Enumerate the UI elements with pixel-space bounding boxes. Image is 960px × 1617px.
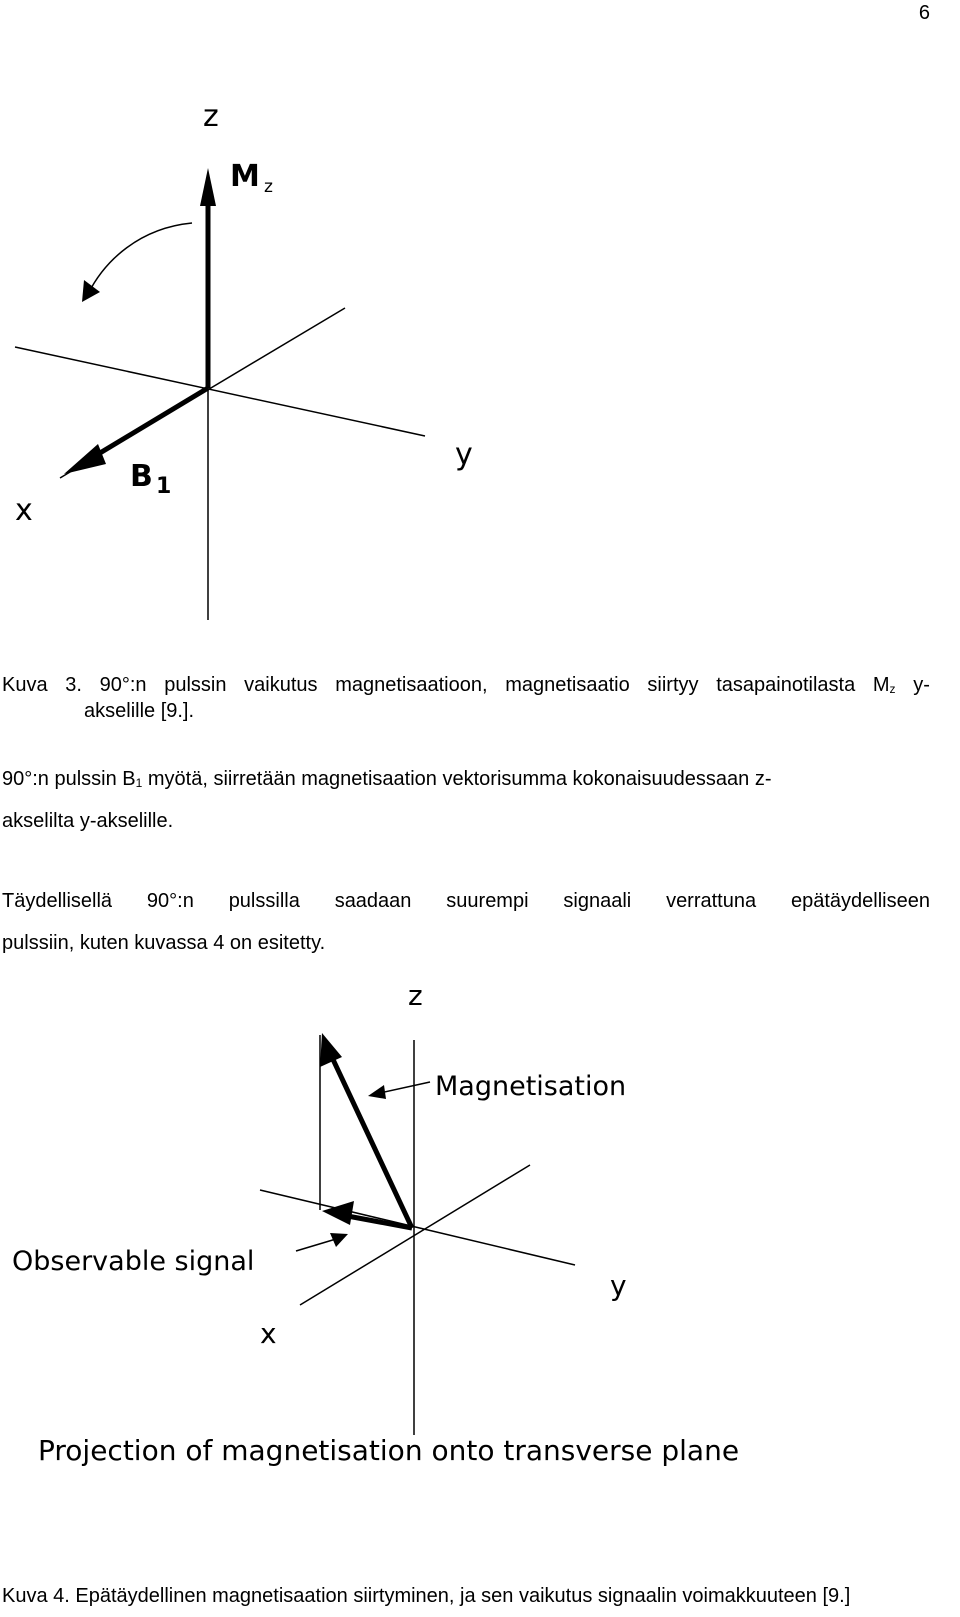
- fig3-label-z: z: [203, 99, 219, 134]
- magnetisation-vector: [330, 1053, 412, 1228]
- caption3-word: magnetisaatio: [505, 674, 630, 696]
- para2-word: epätäydelliseen: [790, 890, 930, 912]
- fig3-label-b1-sub: 1: [156, 474, 172, 499]
- fig3-label-y: y: [455, 437, 473, 472]
- fig4-axis-line-a: [260, 1190, 575, 1265]
- para2-word: suurempi: [446, 890, 529, 912]
- magnetisation-pointer-head: [368, 1085, 386, 1099]
- para2-word: pulssilla: [228, 890, 300, 912]
- paragraph-2-line-2: pulssiin, kuten kuvassa 4 on esitetty.: [2, 932, 326, 954]
- figure-4-diagram: [0, 975, 820, 1495]
- paragraph-2-line-1: [2, 888, 930, 914]
- caption3-word: Kuva: [2, 674, 48, 696]
- para2-word: Täydellisellä: [2, 890, 113, 912]
- magnetisation-arrowhead: [320, 1033, 342, 1067]
- fig4-label-x: x: [260, 1317, 277, 1350]
- para2-word: signaali: [563, 890, 632, 912]
- observable-signal-arrowhead: [322, 1201, 354, 1225]
- caption3-mz-sub: z: [889, 682, 896, 696]
- b1-vector: [85, 388, 208, 462]
- rotation-arrow: [88, 223, 192, 294]
- para2-word: saadaan: [334, 890, 412, 912]
- caption3-mz-main: M: [872, 674, 890, 696]
- figure-4-caption: Kuva 4. Epätäydellinen magnetisaation siirtyminen, ja sen vaikutus signaalin voimakkuuteen [9.]: [2, 1585, 851, 1607]
- para1-sub: 1: [135, 776, 143, 790]
- caption3-word: tasapainotilasta: [716, 674, 856, 696]
- caption3-mz: [873, 672, 896, 698]
- paragraph-1-line-1: [2, 766, 772, 792]
- para1-text-b: myötä, siirretään magnetisaation vektorisumma kokonaisuudessaan z-: [142, 768, 772, 790]
- caption3-word: vaikutus: [244, 674, 318, 696]
- para1-text-a: 90°:n pulssin B: [2, 768, 136, 790]
- mz-arrowhead: [200, 168, 216, 206]
- page-number: 6: [918, 2, 930, 24]
- caption3-word: siirtyy: [647, 674, 699, 696]
- para2-word: 90°:n: [146, 890, 194, 912]
- figure-3-caption-line-2: akselille [9.].: [84, 700, 195, 722]
- caption3-word: 90°:n: [99, 674, 147, 696]
- fig3-label-x: x: [15, 493, 33, 528]
- fig4-label-z: z: [408, 979, 423, 1012]
- rotation-arrowhead: [82, 280, 100, 302]
- figure-3-caption-line-1: [2, 672, 930, 698]
- caption3-word: 3.: [65, 674, 82, 696]
- caption3-word: pulssin: [164, 674, 227, 696]
- b1-arrowhead: [64, 444, 106, 474]
- fig3-label-mz-sub: z: [264, 177, 273, 197]
- caption3-word: y-: [913, 674, 930, 696]
- observable-signal-label: Observable signal: [12, 1246, 255, 1277]
- para2-word: verrattuna: [666, 890, 757, 912]
- figure-3-diagram: [0, 80, 520, 640]
- paragraph-1-line-2: akselilta y-akselille.: [2, 810, 174, 832]
- observable-signal-vector: [342, 1215, 412, 1228]
- fig3-label-mz: M: [230, 159, 260, 194]
- projection-label: Projection of magnetisation onto transverse plane: [38, 1434, 740, 1467]
- fig3-label-b1: B: [130, 459, 153, 494]
- caption3-word: magnetisaatioon,: [335, 674, 488, 696]
- magnetisation-label: Magnetisation: [435, 1071, 627, 1102]
- magnetisation-pointer: [380, 1082, 430, 1093]
- fig4-label-y: y: [610, 1269, 627, 1302]
- observable-pointer: [296, 1239, 336, 1251]
- fig3-axis-line-a: [15, 347, 425, 436]
